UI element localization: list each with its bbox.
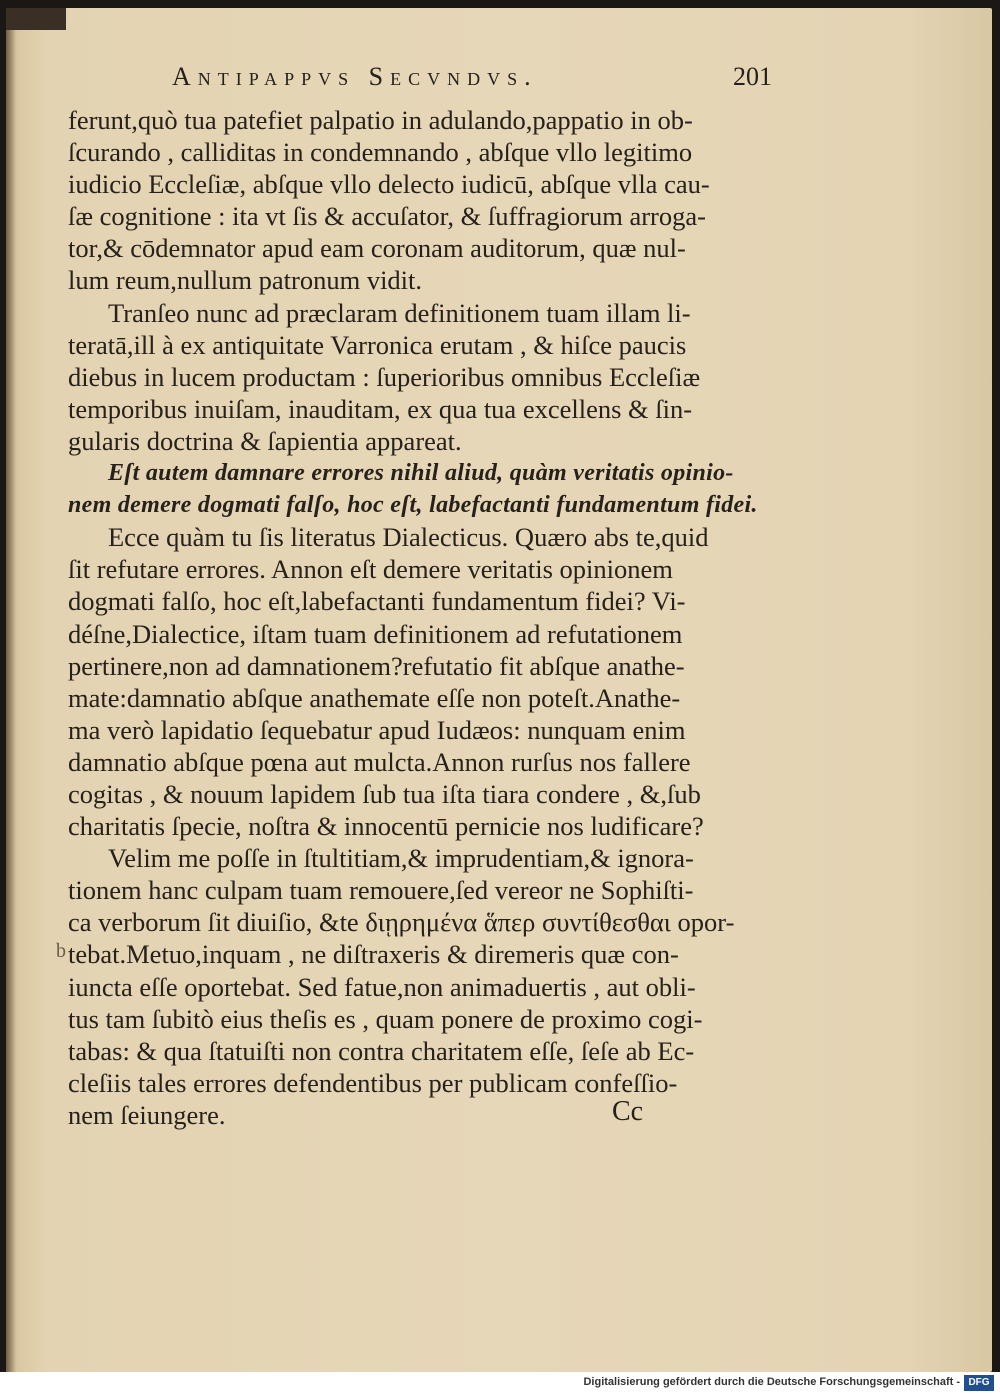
text-line: Tranſeo nunc ad præclaram definitionem tuam illam li- — [108, 297, 691, 328]
text-line: tus tam ſubitò eius theſis es , quam ponere de proximo cogi- — [68, 1003, 703, 1034]
text-line: nem demere dogmati falſo, hoc eſt, labefactanti fundamentum fidei. — [68, 492, 758, 519]
text-line: diebus in lucem productam : ſuperioribus omnibus Eccleſiæ — [68, 361, 701, 392]
text-line: iuncta eſſe oportebat. Sed fatue,non animaduertis , aut obli- — [68, 971, 696, 1002]
marginal-mark: b — [56, 940, 66, 962]
text-line: lum reum,nullum patronum vidit. — [68, 265, 423, 296]
funding-notice: Digitalisierung gefördert durch die Deutsche Forschungsgemeinschaft - — [583, 1376, 960, 1388]
text-line: nem ſeiungere. — [68, 1099, 226, 1130]
gutter-shadow — [6, 8, 16, 1372]
text-line: ſit refutare errores. Annon eſt demere veritatis opinionem — [68, 554, 673, 585]
text-line: Velim me poſſe in ſtultitiam,& imprudentiam,& ignora- — [108, 843, 694, 874]
corner-binding — [6, 8, 66, 30]
text-line: dogmati falſo, hoc eſt,labefactanti fundamentum fidei? Vi- — [68, 586, 686, 617]
text-line: temporibus inuiſam, inauditam, ex qua tua excellens & ſin- — [68, 393, 693, 424]
text-line: ſæ cognitione : ita vt ſis & accuſator, & ſuffragiorum arroga- — [68, 201, 706, 232]
text-line: iudicio Eccleſiæ, abſque vllo delecto iudicū, abſque vlla cau- — [68, 169, 710, 200]
text-line: Ecce quàm tu ſis literatus Dialecticus. Quæro abs te,quid — [108, 522, 709, 553]
text-line: ma verò lapidatio ſequebatur apud Iudæos: nunquam enim — [68, 714, 686, 745]
running-title: Antipappvs Secvndvs. — [172, 62, 538, 91]
text-line: cogitas , & nouum lapidem ſub tua iſta tiara condere , &,ſub — [68, 778, 701, 809]
catchword: Cc — [612, 1096, 644, 1127]
text-line: charitatis ſpecie, noſtra & innocentū pernicie nos ludificare? — [68, 811, 704, 842]
running-head — [172, 62, 772, 102]
text-line: tabas: & qua ſtatuiſti non contra charitatem eſſe, ſeſe ab Ec- — [68, 1035, 695, 1066]
text-line: tionem hanc culpam tuam remouere,ſed vereor ne Sophiſti- — [68, 875, 694, 906]
text-line: mate:damnatio abſque anathemate eſſe non poteſt.Anathe- — [68, 682, 681, 713]
text-line: gularis doctrina & ſapientia appareat. — [68, 425, 462, 456]
footer-bar — [0, 1372, 1000, 1396]
page-number: 201 — [733, 62, 772, 91]
text-line: teratā,ill à ex antiquitate Varronica erutam , & hiſce paucis — [68, 329, 687, 360]
text-line: cleſiis tales errores defendentibus per publicam confeſſio- — [68, 1067, 678, 1098]
text-line: déſne,Dialectice, iſtam tuam definitionem ad refutationem — [68, 618, 683, 649]
text-line: ca verborum ſit diuiſio, &te διῃρημένα ἅπερ συντίθεσθαι opor- — [68, 907, 735, 938]
text-line: Eſt autem damnare errores nihil aliud, quàm veritatis opinio- — [108, 460, 734, 487]
dfg-logo: DFG — [964, 1375, 994, 1391]
text-line: pertinere,non ad damnationem?refutatio fit abſque anathe- — [68, 650, 685, 681]
text-line: tebat.Metuo,inquam , ne diſtraxeris & diremeris quæ con- — [68, 939, 679, 970]
text-line: tor,& cōdemnator apud eam coronam auditorum, quæ nul- — [68, 233, 686, 264]
text-line: ſcurando , calliditas in condemnando , abſque vllo legitimo — [68, 137, 693, 168]
body-text — [68, 104, 773, 1131]
text-line: ferunt,quò tua patefiet palpatio in adulando,pappatio in ob- — [68, 105, 693, 135]
text-line: damnatio abſque pœna aut mulcta.Annon rurſus nos fallere — [68, 746, 691, 777]
